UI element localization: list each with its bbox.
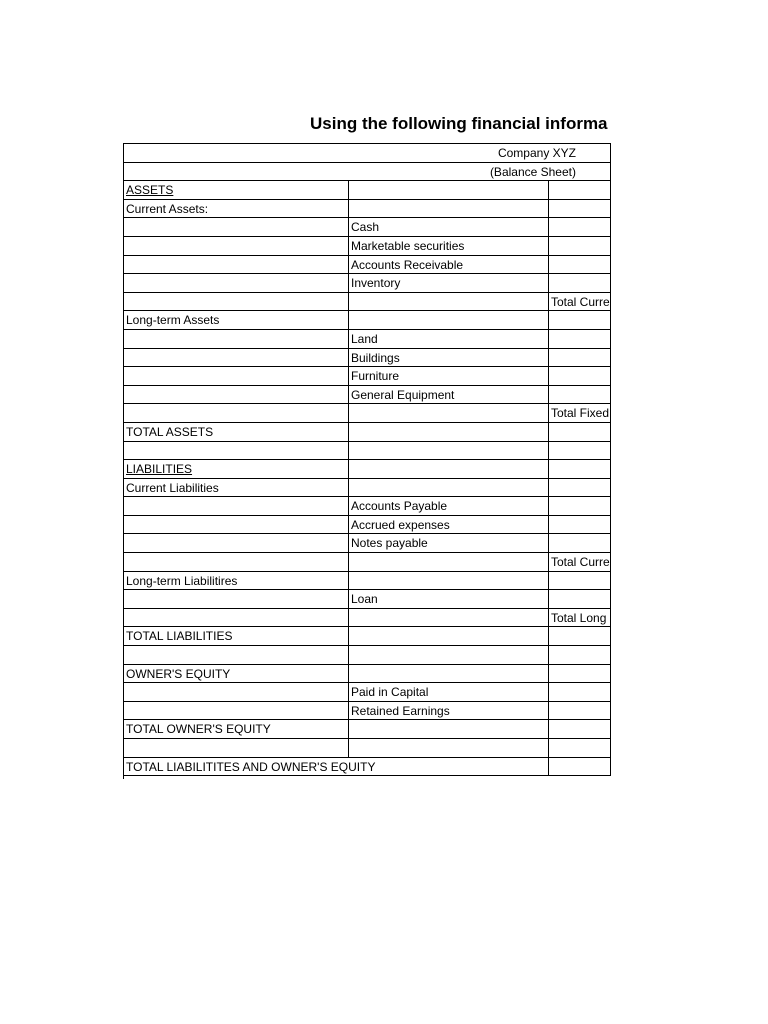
page-title: Using the following financial informa: [310, 114, 608, 133]
item-cell[interactable]: [349, 181, 549, 200]
table-row: [124, 330, 611, 349]
total-cell[interactable]: [549, 627, 611, 646]
item-cell[interactable]: [349, 293, 549, 312]
item-cell[interactable]: [349, 442, 549, 461]
item-cell[interactable]: [349, 758, 549, 777]
total-cell[interactable]: [549, 720, 611, 739]
item-cell[interactable]: Inventory: [349, 274, 549, 293]
label-cell[interactable]: ASSETS: [124, 181, 349, 200]
item-cell[interactable]: Accrued expenses: [349, 516, 549, 535]
table-row: [124, 646, 611, 665]
label-cell[interactable]: [124, 702, 349, 721]
label-cell[interactable]: [124, 590, 349, 609]
total-cell[interactable]: [549, 665, 611, 684]
total-cell[interactable]: [549, 386, 611, 405]
label-cell[interactable]: [124, 683, 349, 702]
item-cell[interactable]: [349, 739, 549, 758]
table-row: [124, 460, 611, 479]
table-row: [124, 423, 611, 442]
statement-type-cell[interactable]: (Balance Sheet): [124, 163, 611, 182]
label-cell[interactable]: TOTAL LIABILITIES: [124, 627, 349, 646]
table-row: [124, 256, 611, 275]
item-cell[interactable]: [349, 665, 549, 684]
total-cell[interactable]: [549, 702, 611, 721]
table-row: [124, 349, 611, 368]
label-cell[interactable]: [124, 218, 349, 237]
total-cell[interactable]: [549, 460, 611, 479]
label-cell[interactable]: TOTAL ASSETS: [124, 423, 349, 442]
table-row: [124, 739, 611, 758]
total-cell[interactable]: [549, 683, 611, 702]
label-cell[interactable]: Long-term Liabilitires: [124, 572, 349, 591]
total-cell[interactable]: [549, 442, 611, 461]
total-cell[interactable]: Total Curre: [549, 293, 611, 312]
total-cell[interactable]: [549, 497, 611, 516]
total-cell[interactable]: [549, 237, 611, 256]
label-cell[interactable]: [124, 256, 349, 275]
total-cell[interactable]: [549, 479, 611, 498]
label-cell[interactable]: [124, 349, 349, 368]
item-cell[interactable]: [349, 627, 549, 646]
table-row: [124, 683, 611, 702]
item-cell[interactable]: Retained Earnings: [349, 702, 549, 721]
header-row-statement: [124, 163, 611, 182]
label-cell[interactable]: TOTAL LIABILITITES AND OWNER'S EQUITY: [124, 758, 349, 777]
table-row: [124, 497, 611, 516]
label-cell[interactable]: [124, 330, 349, 349]
label-cell[interactable]: [124, 367, 349, 386]
label-cell[interactable]: [124, 274, 349, 293]
table-row: [124, 590, 611, 609]
total-cell[interactable]: [549, 590, 611, 609]
label-cell[interactable]: Current Assets:: [124, 200, 349, 219]
table-row: [124, 758, 611, 777]
label-cell[interactable]: [124, 516, 349, 535]
item-cell[interactable]: [349, 200, 549, 219]
table-row: [124, 479, 611, 498]
label-cell[interactable]: OWNER'S EQUITY: [124, 665, 349, 684]
table-row: [124, 200, 611, 219]
item-cell[interactable]: [349, 423, 549, 442]
label-cell[interactable]: [124, 553, 349, 572]
table-row: [124, 386, 611, 405]
table-row: [124, 311, 611, 330]
table-row: [124, 218, 611, 237]
table-body: [124, 181, 611, 776]
total-cell[interactable]: [549, 367, 611, 386]
label-cell[interactable]: Long-term Assets: [124, 311, 349, 330]
table-row: [124, 237, 611, 256]
item-cell[interactable]: Furniture: [349, 367, 549, 386]
item-cell[interactable]: [349, 609, 549, 628]
total-cell[interactable]: [549, 200, 611, 219]
label-cell[interactable]: [124, 442, 349, 461]
item-cell[interactable]: Accounts Payable: [349, 497, 549, 516]
table-row: [124, 293, 611, 312]
total-cell[interactable]: Total Fixed: [549, 404, 611, 423]
item-cell[interactable]: [349, 646, 549, 665]
balance-sheet-table: [123, 143, 611, 779]
total-cell[interactable]: [549, 572, 611, 591]
total-cell[interactable]: [549, 739, 611, 758]
table-row: [124, 367, 611, 386]
total-cell[interactable]: [549, 311, 611, 330]
table-row: [124, 274, 611, 293]
item-cell[interactable]: [349, 572, 549, 591]
total-cell[interactable]: Total Curre: [549, 553, 611, 572]
total-cell[interactable]: [549, 218, 611, 237]
total-cell[interactable]: [549, 646, 611, 665]
item-cell[interactable]: [349, 720, 549, 739]
table-row: [124, 404, 611, 423]
label-cell[interactable]: [124, 237, 349, 256]
label-cell[interactable]: [124, 646, 349, 665]
label-cell[interactable]: [124, 293, 349, 312]
total-cell[interactable]: [549, 274, 611, 293]
label-cell[interactable]: [124, 386, 349, 405]
table-row: [124, 609, 611, 628]
item-cell[interactable]: [349, 311, 549, 330]
label-cell[interactable]: TOTAL OWNER'S EQUITY: [124, 720, 349, 739]
item-cell[interactable]: [349, 404, 549, 423]
company-name-cell[interactable]: Company XYZ: [124, 144, 611, 163]
item-cell[interactable]: Loan: [349, 590, 549, 609]
item-cell[interactable]: Buildings: [349, 349, 549, 368]
total-cell[interactable]: [549, 516, 611, 535]
table-row: [124, 627, 611, 646]
item-cell[interactable]: Accounts Receivable: [349, 256, 549, 275]
table-row: [124, 442, 611, 461]
label-cell[interactable]: [124, 404, 349, 423]
item-cell[interactable]: Cash: [349, 218, 549, 237]
item-cell[interactable]: Marketable securities: [349, 237, 549, 256]
label-cell[interactable]: [124, 534, 349, 553]
table-row: [124, 572, 611, 591]
label-cell[interactable]: Current Liabilities: [124, 479, 349, 498]
total-cell[interactable]: [549, 534, 611, 553]
label-cell[interactable]: [124, 739, 349, 758]
item-cell[interactable]: [349, 553, 549, 572]
table-row: [124, 665, 611, 684]
item-cell[interactable]: [349, 460, 549, 479]
item-cell[interactable]: Notes payable: [349, 534, 549, 553]
table-row: [124, 516, 611, 535]
label-cell[interactable]: [124, 497, 349, 516]
item-cell[interactable]: [349, 479, 549, 498]
table-row: [124, 534, 611, 553]
table-row: [124, 720, 611, 739]
table-row: [124, 553, 611, 572]
total-cell[interactable]: Total Long: [549, 609, 611, 628]
label-cell[interactable]: LIABILITIES: [124, 460, 349, 479]
total-cell[interactable]: [549, 181, 611, 200]
item-cell[interactable]: General Equipment: [349, 386, 549, 405]
label-cell[interactable]: [124, 609, 349, 628]
table-row: [124, 702, 611, 721]
total-cell[interactable]: [549, 423, 611, 442]
total-cell[interactable]: [549, 349, 611, 368]
header-row-company: [124, 144, 611, 163]
total-cell[interactable]: [549, 758, 611, 777]
table-row: [124, 181, 611, 200]
item-cell[interactable]: Paid in Capital: [349, 683, 549, 702]
total-cell[interactable]: [549, 256, 611, 275]
total-cell[interactable]: [549, 330, 611, 349]
item-cell[interactable]: Land: [349, 330, 549, 349]
